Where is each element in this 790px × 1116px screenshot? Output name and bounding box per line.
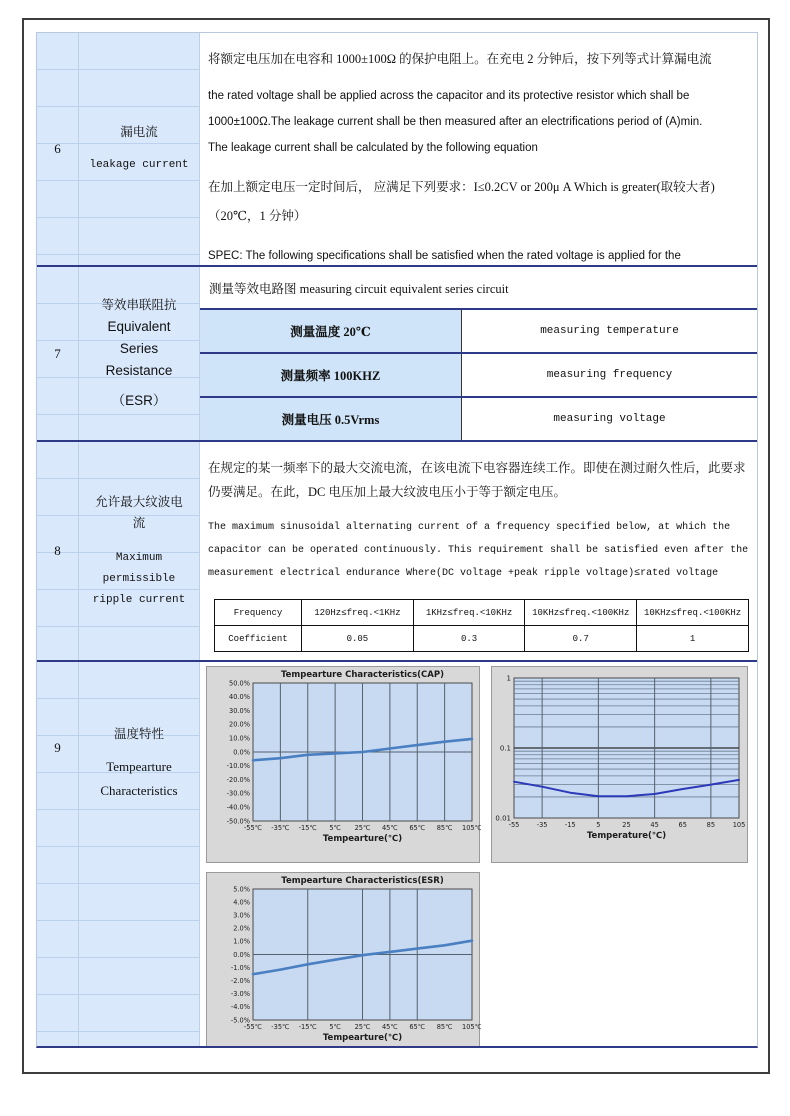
svg-text:45: 45 xyxy=(650,821,659,829)
text-line: 1000±100Ω.The leakage current shall be then measured after an electrifications period of (A)min. xyxy=(208,116,703,128)
svg-text:-15℃: -15℃ xyxy=(298,1023,317,1031)
svg-text:85℃: 85℃ xyxy=(436,824,453,832)
row-number-cell xyxy=(37,267,79,440)
svg-text:5: 5 xyxy=(596,821,601,829)
svg-text:Tempearture Characteristics(ES: Tempearture Characteristics(ESR) xyxy=(281,876,444,886)
value-cell: 0.05 xyxy=(302,626,414,652)
svg-text:-10.0%: -10.0% xyxy=(226,762,250,771)
esr-subcell-en: measuring temperature xyxy=(540,325,679,337)
text-line: Characteristics xyxy=(100,783,178,798)
table-header-row xyxy=(215,600,749,626)
svg-text:1.0%: 1.0% xyxy=(233,937,250,946)
row-number-cell xyxy=(37,442,79,660)
svg-text:30.0%: 30.0% xyxy=(229,706,250,715)
text-line: permissible xyxy=(102,572,176,585)
row-number: 9 xyxy=(54,740,61,755)
svg-text:65℃: 65℃ xyxy=(409,1023,426,1031)
row-content-cell xyxy=(200,33,757,265)
value-cell: Coefficient xyxy=(215,626,302,652)
row-label-cell xyxy=(79,267,200,440)
svg-text:50.0%: 50.0% xyxy=(229,679,250,688)
svg-text:-30.0%: -30.0% xyxy=(226,789,250,798)
row-label-cell xyxy=(79,442,200,660)
paragraph-en xyxy=(208,516,749,585)
svg-text:Tempearture(℃): Tempearture(℃) xyxy=(322,1033,403,1043)
paragraph-spec xyxy=(208,243,749,265)
charts-bottom-row xyxy=(206,872,757,1046)
row-label-zh: 温度特性 xyxy=(113,727,164,741)
svg-text:10.0%: 10.0% xyxy=(229,734,250,743)
svg-text:5.0%: 5.0% xyxy=(233,885,250,894)
text-line: 仍要满足。在此，DC 电压加上最大纹波电压小于等于额定电压。 xyxy=(208,485,566,499)
header-cell: 1KHz≤freq.<10KHz xyxy=(413,600,525,626)
svg-text:-20.0%: -20.0% xyxy=(226,775,250,784)
row-number: 6 xyxy=(54,141,61,156)
svg-text:105℃: 105℃ xyxy=(462,1023,481,1031)
text-line: the rated voltage shall be applied across the capacitor and its protective resistor which shall be xyxy=(208,90,690,102)
value-cell: 0.3 xyxy=(413,626,525,652)
svg-text:-15: -15 xyxy=(564,821,576,829)
paragraph-zh: 将额定电压加在电容和 1000±100Ω 的保护电阻上。在充电 2 分钟后，按下列等式计算漏电流 xyxy=(208,52,712,66)
svg-text:85℃: 85℃ xyxy=(436,1023,453,1031)
text-line: （ESR） xyxy=(111,393,167,408)
table-row-esr xyxy=(37,265,757,440)
svg-text:2.0%: 2.0% xyxy=(233,924,250,933)
svg-text:65: 65 xyxy=(678,821,687,829)
svg-text:0.1: 0.1 xyxy=(499,744,511,753)
esr-measuring-circuit-header: 测量等效电路图 measuring circuit equivalent series circuit xyxy=(209,281,509,296)
esr-subcell-zh: 测量电压 0.5Vrms xyxy=(200,398,462,440)
svg-text:-55: -55 xyxy=(508,821,520,829)
row-number: 8 xyxy=(54,543,61,558)
svg-text:-35: -35 xyxy=(536,821,548,829)
row-label-en xyxy=(106,316,173,412)
text-line: （20℃，1 分钟） xyxy=(208,209,307,223)
text-line: SPEC: The following specifications shall be satisfied when the rated voltage is applied for the xyxy=(208,250,681,262)
header-cell: Frequency xyxy=(215,600,302,626)
svg-text:85: 85 xyxy=(706,821,716,829)
svg-text:105: 105 xyxy=(732,821,746,829)
table-row-leakage-current xyxy=(37,33,757,265)
svg-text:20.0%: 20.0% xyxy=(229,720,250,729)
dissipation-factor-chart xyxy=(491,666,748,863)
specification-table xyxy=(36,32,758,1048)
svg-text:25: 25 xyxy=(622,821,631,829)
svg-text:4.0%: 4.0% xyxy=(233,898,250,907)
svg-text:-50.0%: -50.0% xyxy=(226,817,250,826)
header-cell: 10KHz≤freq.<100KHz xyxy=(637,600,749,626)
svg-text:-15℃: -15℃ xyxy=(298,824,317,832)
esr-subcell-en: measuring frequency xyxy=(546,369,673,381)
header-cell: 10KHz≤freq.<100KHz xyxy=(525,600,637,626)
row-label-en xyxy=(93,548,185,611)
table-value-row xyxy=(215,626,749,652)
text-line: Resistance xyxy=(105,363,173,378)
svg-text:-1.0%: -1.0% xyxy=(230,963,250,972)
value-cell: 0.7 xyxy=(525,626,637,652)
text-line: Tempearture xyxy=(106,759,172,774)
svg-text:-2.0%: -2.0% xyxy=(230,977,250,985)
esr-temperature-chart xyxy=(206,872,480,1046)
text-line: 在加上额定电压一定时间后， 应满足下列要求：I≤0.2CV or 200μ A Which is greater(取较大者) xyxy=(208,180,715,194)
paragraph-zh xyxy=(208,456,749,504)
svg-text:40.0%: 40.0% xyxy=(229,693,250,702)
svg-text:45℃: 45℃ xyxy=(381,824,398,832)
charts-top-row xyxy=(206,666,757,863)
row-label-en xyxy=(100,755,177,803)
svg-text:0.0%: 0.0% xyxy=(233,950,250,959)
esr-subcell-zh: 测量温度 20℃ xyxy=(200,310,462,352)
text-line: Equivalent xyxy=(107,319,171,334)
text-line: capacitor can be operated continuously. This requirement shall be satisfied even after the xyxy=(208,545,749,556)
row-label-en: leakage current xyxy=(89,159,189,171)
svg-text:-4.0%: -4.0% xyxy=(230,1003,250,1012)
esr-subcell-zh: 测量频率 100KHZ xyxy=(200,354,462,396)
row-label-cell xyxy=(79,33,200,265)
svg-text:45℃: 45℃ xyxy=(381,1023,398,1031)
text-line: The maximum sinusoidal alternating current of a frequency specified below, at which the xyxy=(208,522,731,533)
row-label-zh: 漏电流 xyxy=(120,125,158,139)
text-line: 允许最大纹波电 xyxy=(95,494,183,509)
svg-text:65℃: 65℃ xyxy=(409,824,426,832)
row-label-zh xyxy=(95,492,183,534)
svg-text:-5.0%: -5.0% xyxy=(230,1016,250,1025)
svg-text:Tempearture Characteristics(CA: Tempearture Characteristics(CAP) xyxy=(281,670,444,680)
text-line: Series xyxy=(119,341,159,356)
svg-text:-3.0%: -3.0% xyxy=(230,990,250,999)
text-line: measurement electrical endurance Where(DC voltage +peak ripple voltage)≤rated voltage xyxy=(208,568,719,579)
svg-text:-35℃: -35℃ xyxy=(271,824,290,832)
row-content-cell xyxy=(200,442,757,660)
row-content-cell xyxy=(200,662,757,1046)
esr-subrow-voltage xyxy=(200,396,757,440)
paragraph-en xyxy=(208,83,749,161)
svg-text:25℃: 25℃ xyxy=(354,824,371,832)
svg-text:5℃: 5℃ xyxy=(329,824,341,832)
svg-text:5℃: 5℃ xyxy=(329,1023,341,1031)
svg-text:0.0%: 0.0% xyxy=(233,748,250,757)
text-line: The leakage current shall be calculated by the following equation xyxy=(208,142,538,154)
label-spacer xyxy=(106,382,173,390)
svg-text:-35℃: -35℃ xyxy=(271,1023,290,1031)
svg-text:1: 1 xyxy=(506,674,511,683)
svg-text:-55℃: -55℃ xyxy=(243,1023,263,1031)
paragraph-zh-requirement xyxy=(208,173,749,231)
header-cell: 120Hz≤freq.<1KHz xyxy=(302,600,414,626)
svg-text:3.0%: 3.0% xyxy=(233,911,250,920)
text-line: 在规定的某一频率下的最大交流电流，在该电流下电容器连续工作。即使在测过耐久性后，此要求 xyxy=(208,461,746,475)
svg-text:Temperature(℃): Temperature(℃) xyxy=(586,831,667,841)
table-row-temperature-characteristics xyxy=(37,660,757,1046)
text-line: 流 xyxy=(132,515,146,530)
frequency-coefficient-table xyxy=(214,599,749,652)
value-cell: 1 xyxy=(637,626,749,652)
svg-text:25℃: 25℃ xyxy=(354,1023,371,1031)
svg-text:0.01: 0.01 xyxy=(495,814,511,823)
page-frame xyxy=(22,18,770,1074)
svg-text:-55℃: -55℃ xyxy=(243,824,263,832)
esr-subrow-frequency xyxy=(200,352,757,396)
text-line: ripple current xyxy=(92,593,186,606)
svg-text:Tempearture(℃): Tempearture(℃) xyxy=(322,834,403,844)
row-number-cell xyxy=(37,33,79,265)
row-number: 7 xyxy=(54,345,61,361)
svg-text:105℃: 105℃ xyxy=(462,824,481,832)
row-number-cell xyxy=(37,662,79,1046)
table-row-ripple-current xyxy=(37,440,757,660)
esr-subrow-temperature xyxy=(200,308,757,352)
row-label-zh: 等效串联阻抗 xyxy=(101,298,177,312)
esr-subcell-en: measuring voltage xyxy=(553,413,666,425)
cap-temperature-chart xyxy=(206,666,480,863)
svg-text:-40.0%: -40.0% xyxy=(226,803,250,812)
row-content-cell xyxy=(200,267,757,440)
text-line: Maximum xyxy=(115,551,163,564)
row-label-cell xyxy=(79,662,200,1046)
